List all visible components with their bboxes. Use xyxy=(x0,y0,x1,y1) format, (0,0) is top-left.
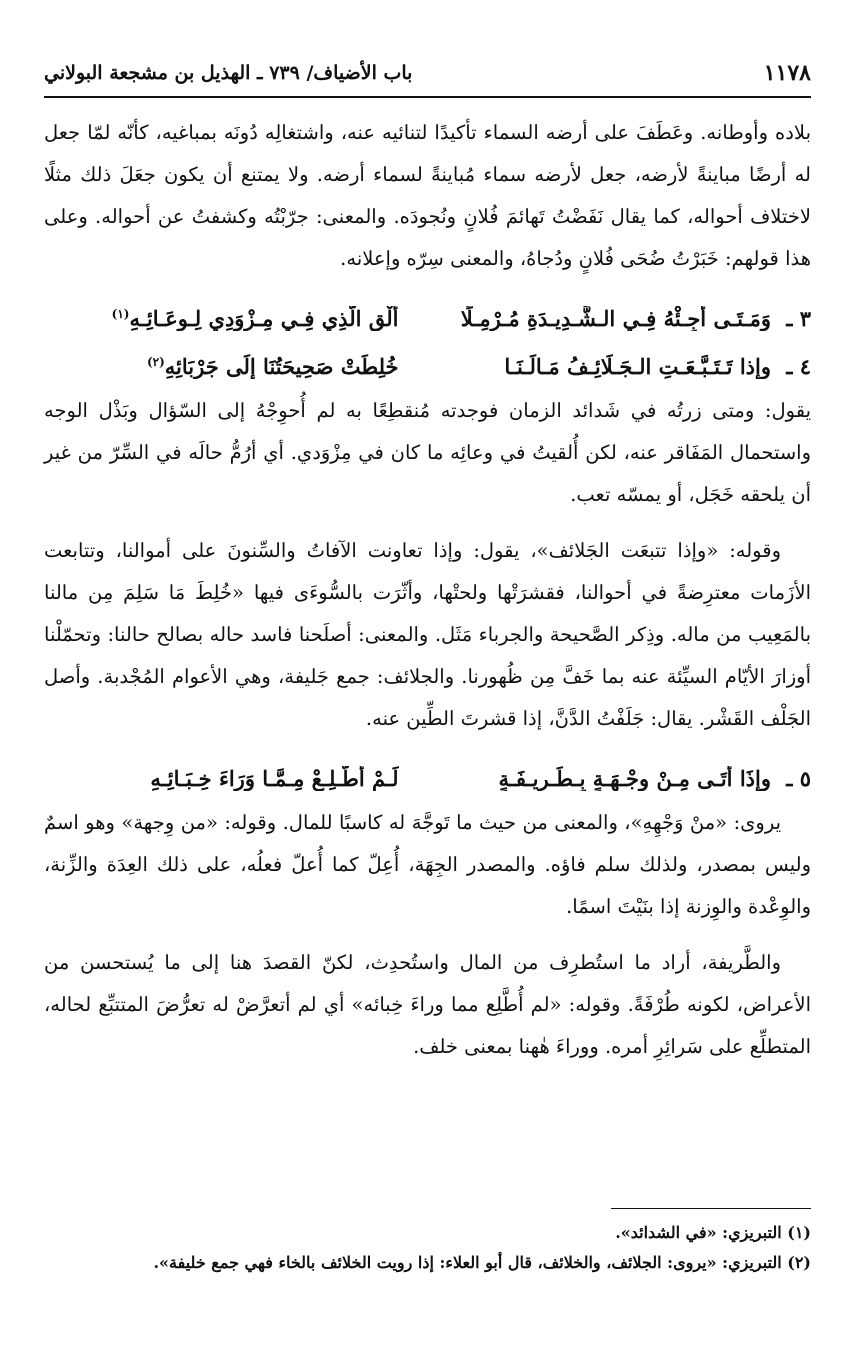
footnote-marker: (١) xyxy=(111,306,130,321)
footnote-1: (١) التبريزي: «في الشدائد». xyxy=(615,1223,811,1242)
footnotes xyxy=(44,1220,811,1280)
paragraph-3: وقوله: «وإذا تتبعَت الجَلائف»، يقول: وإذا تعاونت الآفاتُ والسِّنونَ على أموالنا، وتتابعت الأزَمات معترِضةً في أحوالنا، فقشرَتْها ولحتْها، وأثّرَت بالسُّوءَى فيها «خُلِطَ مَا سَلِمَ مِن مالنا بالمَعِيب من ماله. وذِكر الصَّحيحة والجرباء مَثَل. والمعنى: أصلَحنا فاسد حاله بصالح حالنا: وتحمّلْنا أوزارَ الأيّام السيِّئة عنه بما خَفَّ مِن ظُهورنا. والجلائف: جمع جَليفة، وهي الأعوام المُجْدبة. وأصل الجَلْف القَشْر. يقال: جَلَفْتُ الدَّنَّ، إذا قشرتَ الطِّين عنه. xyxy=(44,539,811,730)
running-header xyxy=(44,56,811,98)
paragraph-1: بلاده وأوطانه. وعَطَفَ على أرضه السماء تأكيدًا لتنائيه عنه، واشتغالِه دُونَه بمباغيه، كأنّه لمّا جعل له أرضًا مباينةً لأرضه، جعل لأرضه سماء مُباينةً لسماء أرضه. ولا يمتنع أن يكون جعَلَ ذلك مثلًا لاختلاف أحواله، كما يقال نَفَضْتُ تَهائمَ فُلانٍ ونُجودَه. والمعنى: جرّبْتُه وكشفتُ عن أحواله. وعلى هذا قولهم: خَبَرْتُ ضُحَى فُلانٍ ودُجاهُ، والمعنى سِرّه وإعلانه. xyxy=(44,121,811,270)
paragraph-4: يروى: «منْ وَجْهِهِ»، والمعنى من حيث ما تَوجَّهَ له كاسبًا للمال. وقوله: «من وِجهة» وهو اسمٌ وليس بمصدر، ولذلك سلم فاؤه. والمصدر الجِهَة، أُعِلّ كما أُعلّ فعلُه، على ذلك العِدَة والزِّنة، والوِعْدة والوِزنة إذا بنَيْتَ اسمًا. xyxy=(44,811,811,918)
paragraph-2: يقول: ومتى زرتُه في شَدائد الزمان فوجدته مُنقطِعًا به لم أُحوِجْهُ إلى السّؤال وبَذْل الوجه واستحمال المَفَاقر عنه، لكن أُلقيتُ في وعائِه ما كان في مِزْوَدي. أي أرُمُّ حالَه في السِّرّ من غير أن يلحقه خَجَل، أو يمسّه تعب. xyxy=(44,399,811,506)
verse-3 xyxy=(44,294,811,342)
page-number: ١١٧٨ xyxy=(763,60,811,86)
verse-hemistich-second: لَـمْ أَطَّـلِـعْ مِـمَّـا وَرَاءَ خِـبَـائِـهِ xyxy=(150,765,399,791)
verse-hemistich-first: وَمَـتَـى أَجِـئْهُ فِـي الـشَّـدِيـدَةِ مُـرْمِـلًا xyxy=(460,305,771,331)
footnote-2: (٢) التبريزي: «يروى: الجلائف، والخلائف، قال أبو العلاء: إذا رويت الخلائف بالخاء فهي جمع خليفة». xyxy=(153,1253,811,1272)
running-title: باب الأضياف/ ٧٣٩ ـ الهذيل بن مشجعة البولاني xyxy=(44,62,413,84)
verse-number: ٣ ـ xyxy=(786,305,811,331)
verse-hemistich-first: وإذا تَـتَـبَّـعَـتِ الـجَـلَائِـفُ مَـالَـنَـا xyxy=(504,353,771,379)
verse-number: ٥ ـ xyxy=(786,765,811,791)
footnote-divider xyxy=(611,1208,811,1209)
verse-4 xyxy=(44,342,811,390)
paragraph-5: والطَّريفة، أراد ما استُطرِف من المال واستُحدِث، لكنّ القصدَ هنا إلى ما يُستحسن من الأعراض، لكونه طُرْفَةً. وقوله: «لم أُطَّلِع مما وراءَ خِبائه» أي لم أتعرَّضْ له تعرُّضَ المتتبِّع لحاله، المتطلِّع على سَرائِرِ أمره. ووراءَ هٰهنا بمعنى خلف. xyxy=(44,951,811,1058)
footnote-marker: (٢) xyxy=(146,354,165,369)
verse-hemistich-text: خُلِطَتْ صَحِيحَتُنَا إِلَى جَرْبَائِهِ xyxy=(164,353,399,379)
verse-hemistich-text: أُلْقِ الَّذِي فِـي مِـزْوَدِي لِـوِعَـائِـهِ xyxy=(129,305,399,331)
verse-number: ٤ ـ xyxy=(786,353,811,379)
verse-hemistich-first: وإذَا أَتَـى مِـنْ وِجْـهَـةٍ بِـطَـرِيـفَـةٍ xyxy=(498,765,771,791)
main-text xyxy=(44,112,811,1082)
verse-hemistich-second xyxy=(44,354,417,379)
verse-hemistich-second xyxy=(44,306,417,331)
verse-5 xyxy=(44,754,811,802)
